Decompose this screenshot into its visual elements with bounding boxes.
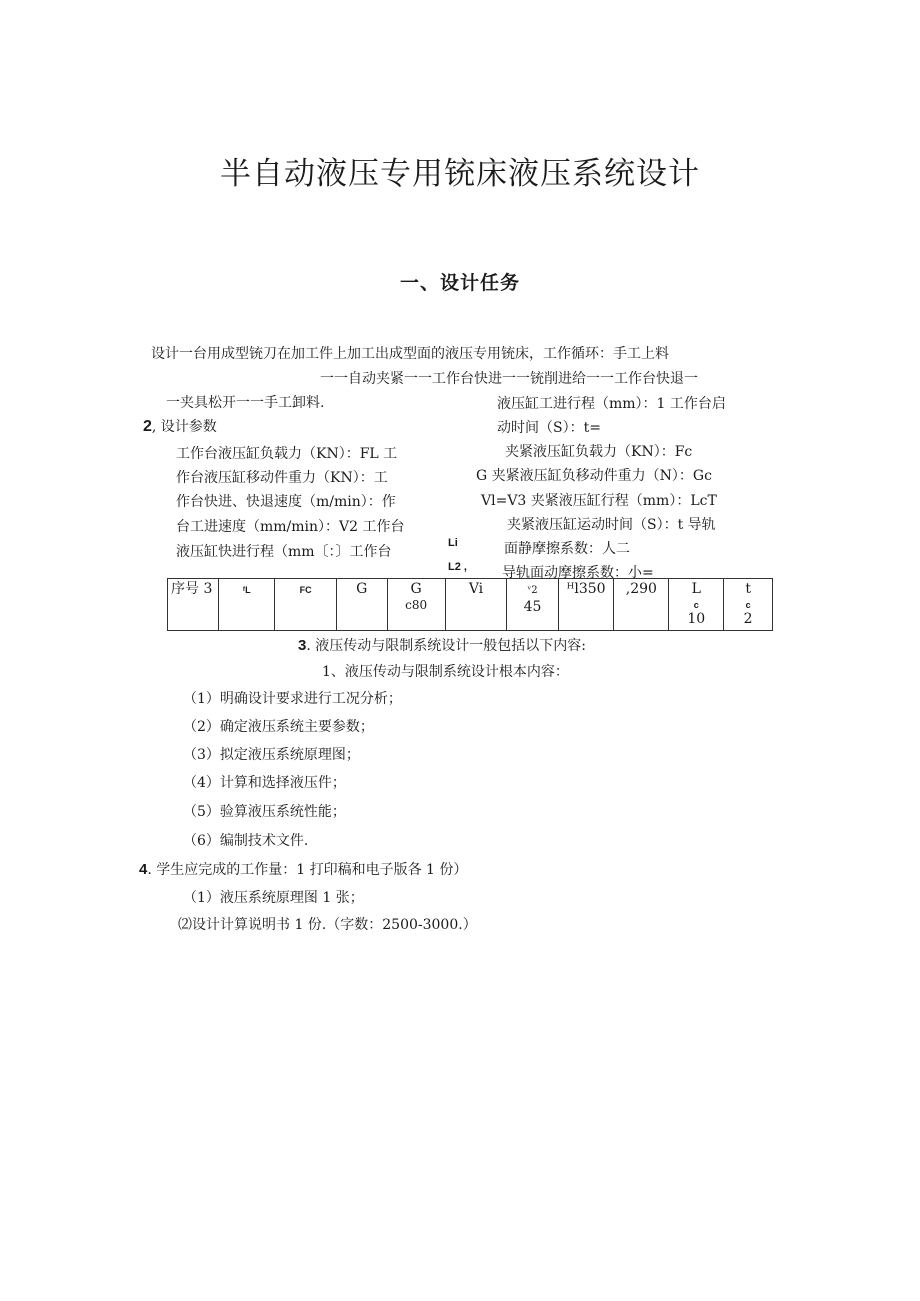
list-item: （3）拟定液压系统原理图； <box>183 747 360 763</box>
subsection-1-heading: 1、液压传动与限制系统设计根本内容： <box>322 664 569 680</box>
right-param-line-5: Vl=V3 夹紧液压缸行程（mm）：LcT <box>481 493 717 509</box>
list-item: （1）明确设计要求进行工况分析； <box>183 691 402 707</box>
param-symbol-l2: L2 , <box>448 561 467 573</box>
intro-line-2: 一一自动夹紧一一工作台快进一一铳削进给一一工作台快退一 <box>320 371 698 387</box>
document-title: 半自动液压专用铳床液压系统设计 <box>220 156 700 192</box>
table-row <box>168 579 773 631</box>
right-param-line-8: 导轨面动摩擦系数：小= <box>502 565 654 581</box>
list-item: （6）编制技术文件. <box>183 833 309 849</box>
list-item: （2）确定液压系统主要参数； <box>183 719 374 735</box>
left-param-line-4: 台工进速度（mm/min）：V2 工作台 <box>176 519 405 535</box>
param-symbol-l1: Li <box>448 537 458 549</box>
right-param-line-3: 夹紧液压缸负载力（KN）：Fc <box>505 444 693 460</box>
table-cell-l1: ᴴl350 <box>558 579 614 631</box>
right-param-line-6: 夹紧液压缸运动时间（S）：t 导轨 <box>507 517 716 533</box>
table-cell-fc: FC <box>275 579 336 631</box>
table-cell-lc: L c 10 <box>669 579 724 631</box>
parameter-table <box>167 578 773 631</box>
intro-line-1: 设计一台用成型铳刀在加工件上加工出成型面的液压专用铳床，工作循环：手工上料 <box>151 346 669 362</box>
list-item: （4）计算和选择液压件； <box>183 775 346 791</box>
table-cell-l2: ,290 <box>614 579 669 631</box>
section-4-heading: 4. 学生应完成的工作量：1 打印稿和电子版各 1 份） <box>139 861 468 878</box>
table-cell-index: 序号 3 <box>168 579 219 631</box>
left-param-line-3: 作台快进、快退速度（m/min）：作 <box>176 494 396 510</box>
left-param-line-1: 工作台液压缸负载力（KN）：FL 工 <box>176 446 398 462</box>
section-3-heading: 3. 液压传动与限制系统设计一般包括以下内容: <box>298 637 586 654</box>
table-cell-tc: t c 2 <box>724 579 773 631</box>
right-param-line-7: 面静摩擦系数：人二 <box>504 541 630 557</box>
workload-item-1: （1）液压系统原理图 1 张； <box>183 890 364 906</box>
table-cell-v2: ᵛ2 45 <box>507 579 558 631</box>
params-label: , 设计参数 <box>151 419 217 435</box>
params-number: 2 <box>143 418 152 435</box>
right-param-line-2: 动时间（S）：t= <box>497 420 601 436</box>
section-heading-design-task: 一、设计任务 <box>399 272 520 294</box>
right-param-line-4: G 夹紧液压缸负移动件重力（N）：Gc <box>476 468 712 484</box>
intro-line-3: 一夹具松开一一手工卸料. <box>166 395 325 411</box>
table-cell-fl: ᶠL <box>219 579 275 631</box>
params-heading <box>143 416 217 436</box>
left-param-line-5: 液压缸快进行程（mm〔：〕工作台 <box>176 544 392 560</box>
table-cell-g: G <box>336 579 387 631</box>
left-param-line-2: 作台液压缸移动件重力（KN）：工 <box>176 470 388 486</box>
list-item: （5）验算液压系统性能； <box>183 804 346 820</box>
table-cell-v1: Vi <box>445 579 507 631</box>
table-cell-gc: G c80 <box>387 579 445 631</box>
workload-item-2: ⑵设计计算说明书 1 份.（字数：2500-3000.） <box>178 917 477 933</box>
right-param-line-1: 液压缸工进行程（mm）：1 工作台启 <box>497 396 726 412</box>
